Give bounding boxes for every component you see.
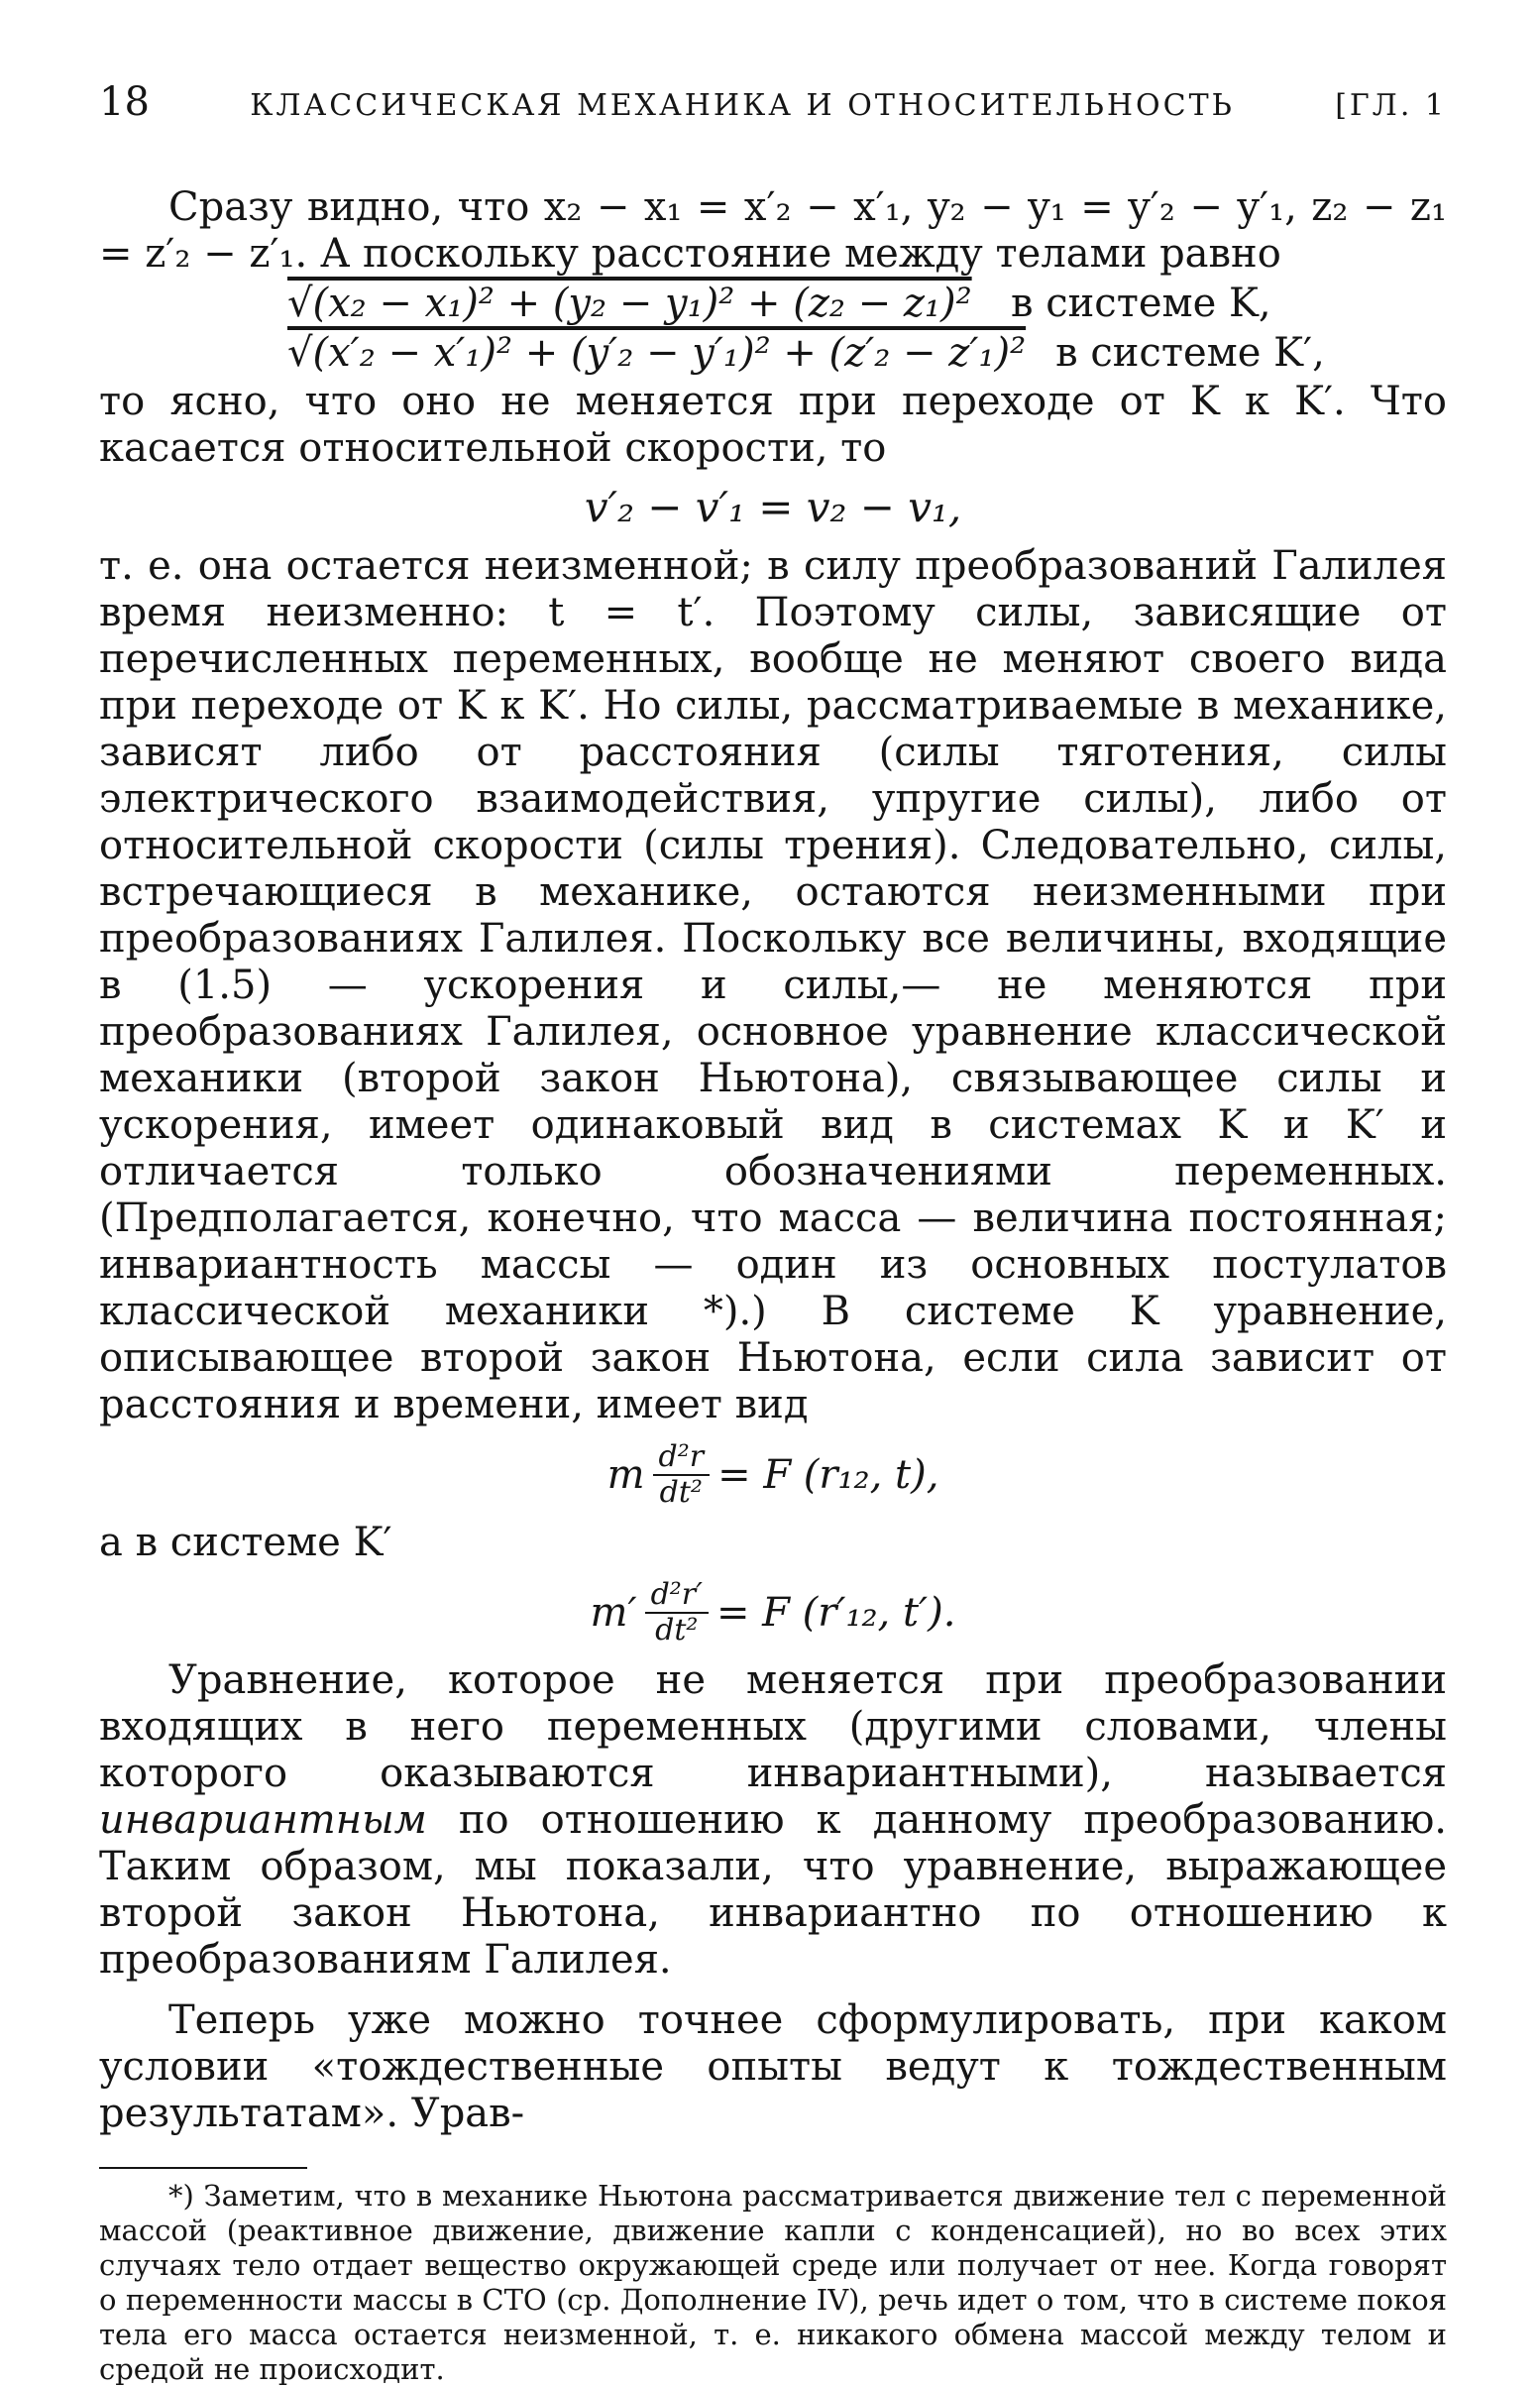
invariance-paragraph [99, 1657, 1447, 1984]
closing-paragraph: Теперь уже можно точнее сформулировать, при каком условии «тождественные опыты ведут к тождественным результатам». Урав- [99, 1997, 1447, 2136]
distance-K-prime-equation [287, 329, 1447, 377]
newton-mass-prime: m′ [590, 1590, 637, 1636]
book-page [99, 79, 1447, 2387]
newton-rhs: = F (r₁₂, t), [717, 1452, 939, 1498]
fraction-denominator-prime: dt² [655, 1613, 699, 1648]
fraction-denominator: dt² [659, 1475, 703, 1510]
running-header [99, 79, 1447, 125]
fraction-numerator-prime: d²r′ [645, 1578, 709, 1614]
newton-equation-K-prime [99, 1578, 1447, 1648]
newton-mass: m [606, 1452, 645, 1498]
in-system-K-prime: а в системе K′ [99, 1520, 392, 1565]
fraction-numerator: d²r [653, 1440, 711, 1476]
page-number: 18 [99, 79, 150, 125]
second-derivative-fraction-prime [645, 1578, 709, 1648]
chapter-label: [ГЛ. 1 [1335, 88, 1447, 123]
invariance-text-1: Уравнение, которое не меняется при преобразовании входящих в него переменных (другими словами, члены которого оказываются инвариантными), называется [99, 1657, 1447, 1796]
distance-K-prime-expression: √(x′₂ − x′₁)² + (y′₂ − y′₁)² + (z′₂ − z′₁)² [287, 330, 1027, 376]
distance-K-equation [287, 280, 1447, 327]
invariance-text-2: по отношению к данному преобразованию. Таким образом, мы показали, что уравнение, выражающее второй закон Ньютона, инвариантно по отношению к преобразованиям Галилея. [99, 1797, 1447, 1983]
main-paragraph: т. е. она остается неизменной; в силу преобразований Галилея время неизменно: t = t′. Поэтому силы, зависящие от перечисленных переменных, вообще не меняют своего вида при переходе от K к K′. Но силы, рассматриваемые в механике, зависят либо от расстояния (силы тяготения, силы электрического взаимодействия, упругие силы), либо от относительной скорости (силы трения). Следовательно, силы, встречающиеся в механике, остаются неизменными при преобразованиях Галилея. Поскольку все величины, входящие в (1.5) — ускорения и силы,— не меняются при преобразованиях Галилея, основное уравнение классической механики (второй закон Ньютона), связывающее силы и ускорения, имеет одинаковый вид в системах K и K′ и отличается только обозначениями переменных. (Предполагается, конечно, что масса — величина постоянная; инвариантность массы — один из основных постулатов классической механики *).) В системе K уравнение, описывающее второй закон Ньютона, если сила зависит от расстояния и времени, имеет вид [99, 543, 1447, 1427]
second-derivative-fraction [653, 1440, 711, 1510]
newton-equation-K [99, 1440, 1447, 1510]
distance-K-expression: √(x₂ − x₁)² + (y₂ − y₁)² + (z₂ − z₁)² [287, 281, 972, 326]
invariance-term: инвариантным [99, 1797, 427, 1843]
after-distance-paragraph: то ясно, что оно не меняется при переходе от K к K′. Что касается относительной скорости, то [99, 379, 1447, 471]
footnote-divider [99, 2167, 307, 2169]
intro-paragraph: Сразу видно, что x₂ − x₁ = x′₂ − x′₁, y₂ − y₁ = y′₂ − y′₁, z₂ − z₁ = z′₂ − z′₁. А поскольку расстояние между телами равно [99, 184, 1447, 277]
velocity-equation: v′₂ − v′₁ = v₂ − v₁, [584, 483, 962, 531]
distance-K-label: в системе K, [1011, 281, 1271, 326]
distance-K-prime-label: в системе K′, [1055, 330, 1325, 376]
running-title: КЛАССИЧЕСКАЯ МЕХАНИКА И ОТНОСИТЕЛЬНОСТЬ [250, 88, 1235, 123]
newton-rhs-prime: = F (r′₁₂, t′). [715, 1590, 956, 1636]
footnote: *) Заметим, что в механике Ньютона рассматривается движение тел с переменной массой (реактивное движение, движение капли с конденсацией), но во всех этих случаях тело отдает вещество окружающей среде или получает от нее. Когда говорят о переменности массы в СТО (ср. Дополнение IV), речь идет о том, что в системе покоя тела его масса остается неизменной, т. е. никакого обмена массой между телом и средой не происходит. [99, 2179, 1447, 2386]
